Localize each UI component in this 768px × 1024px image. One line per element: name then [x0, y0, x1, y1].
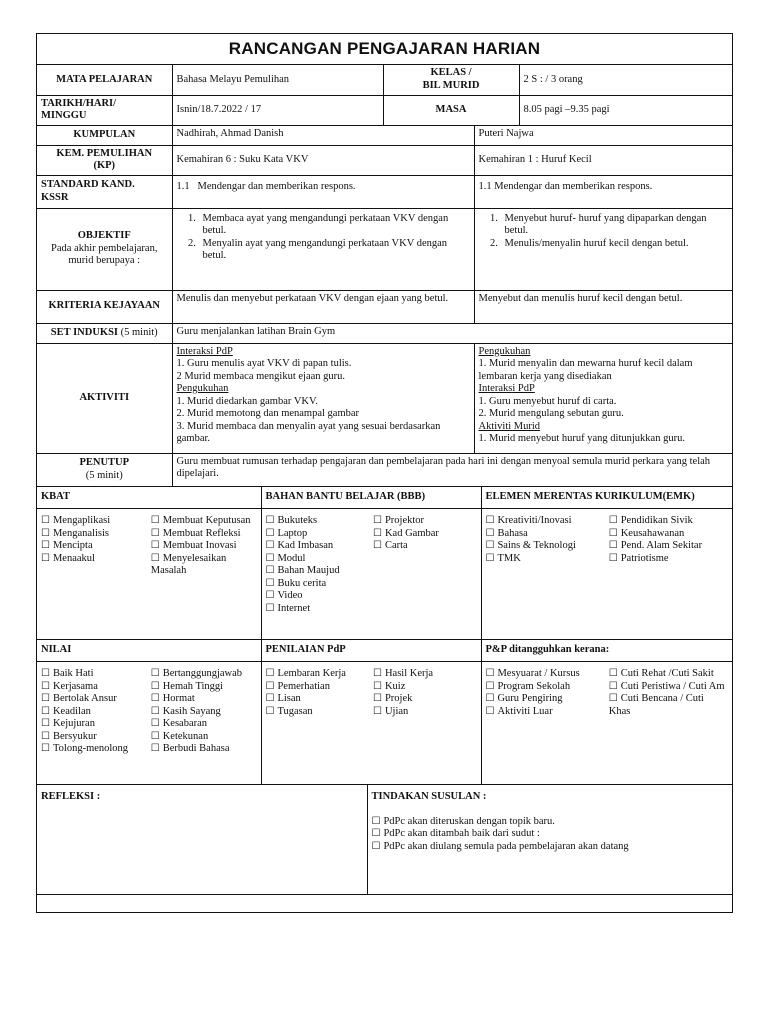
nilai-col-b	[151, 668, 257, 756]
aktiviti-line: Interaksi PdP	[478, 383, 535, 394]
checkbox-label: Modul	[277, 552, 306, 564]
checkbox-label: Membuat Inovasi	[162, 540, 237, 551]
checkbox-option	[486, 540, 605, 553]
checkbox-label: Program Sekolah	[497, 680, 571, 692]
checkbox-label: Internet	[277, 602, 311, 614]
checkbox-option	[372, 828, 729, 841]
checkbox-option	[266, 515, 370, 528]
page-title: RANCANGAN PENGAJARAN HARIAN	[37, 34, 732, 65]
checkbox-icon[interactable]: ☐	[150, 718, 160, 729]
aktiviti-line: Pengukuhan	[176, 383, 229, 394]
ditangguhkan-col-b	[609, 668, 728, 718]
checkbox-label: Bahan Maujud	[277, 565, 340, 576]
kem-col2: Kemahiran 1 : Huruf Kecil	[474, 145, 732, 175]
checkbox-icon[interactable]: ☐	[608, 552, 618, 564]
checkbox-icon[interactable]: ☐	[265, 602, 275, 614]
checkbox-option	[373, 693, 477, 706]
checkbox-option	[372, 841, 729, 854]
aktiviti-label: AKTIVITI	[37, 343, 172, 453]
checkbox-option	[41, 668, 147, 681]
tindakan-list	[372, 816, 729, 854]
checkbox-option	[373, 706, 477, 719]
checkbox-option	[609, 668, 728, 681]
checkbox-label: PdPc akan diulang semula pada pembelajaran akan datang	[383, 840, 629, 852]
ditangguhkan-col-a	[486, 668, 605, 718]
checkbox-label: Cuti Peristiwa / Cuti Am	[620, 680, 725, 692]
emk-options	[481, 509, 732, 640]
checkbox-label: Kerjasama	[52, 680, 98, 692]
checkbox-icon[interactable]: ☐	[265, 668, 275, 679]
checkbox-icon[interactable]: ☐	[41, 527, 50, 539]
checkbox-option	[266, 706, 370, 719]
objektif-item: 1. Membaca ayat yang mengandungi perkataan VKV dengan betul.	[199, 213, 470, 238]
checkbox-option	[609, 693, 728, 718]
objektif-item: 2. Menyalin ayat yang mengandungi perkataan VKV dengan betul.	[199, 238, 470, 263]
checkbox-icon[interactable]: ☐	[41, 540, 50, 551]
checkbox-option	[372, 816, 729, 829]
checkbox-label: Kad Imbasan	[277, 540, 334, 551]
set-induksi-label: SET INDUKSI (5 minit)	[37, 323, 172, 343]
aktiviti-line: Pengukuhan	[478, 345, 531, 357]
checkbox-label: Tolong-menolong	[52, 743, 129, 754]
checkbox-option	[151, 693, 257, 706]
aktiviti-line: 1. Guru menyebut huruf di carta.	[478, 395, 617, 407]
penutup-label: PENUTUP (5 minit)	[37, 453, 172, 486]
checkbox-label: Bahasa	[497, 527, 528, 539]
refleksi-table	[37, 785, 732, 895]
checkbox-label: Baik Hati	[52, 668, 94, 679]
kumpulan-col2: Puteri Najwa	[474, 125, 732, 145]
tarikh-value: Isnin/18.7.2022 / 17	[172, 95, 383, 125]
checkbox-option	[151, 528, 257, 541]
emk-col-a	[486, 515, 605, 565]
checkbox-icon[interactable]: ☐	[41, 693, 50, 704]
emk-header: ELEMEN MERENTAS KURIKULUM(EMK)	[481, 487, 732, 509]
checkbox-label: Menganalisis	[52, 527, 109, 539]
checkbox-icon[interactable]: ☐	[265, 552, 275, 564]
checkbox-icon[interactable]: ☐	[150, 515, 160, 526]
checkbox-icon[interactable]: ☐	[150, 552, 160, 564]
checkbox-label: Kreativiti/Inovasi	[497, 515, 572, 526]
checkbox-option	[151, 540, 257, 553]
checkbox-option	[609, 528, 728, 541]
ditangguhkan-options	[481, 662, 732, 785]
checkbox-icon[interactable]: ☐	[373, 540, 382, 551]
checkbox-icon[interactable]: ☐	[608, 693, 618, 704]
checkbox-label: Mencipta	[52, 540, 93, 551]
checkbox-label: Membuat Keputusan	[162, 515, 251, 526]
objektif-col2	[474, 208, 732, 290]
checkbox-label: Menyelesaikan Masalah	[150, 552, 227, 576]
tindakan-label: TINDAKAN SUSULAN :	[371, 791, 487, 802]
mata-pelajaran-label: MATA PELAJARAN	[37, 65, 172, 95]
refleksi-cell	[37, 785, 367, 894]
checkbox-icon[interactable]: ☐	[150, 705, 160, 717]
checkbox-option	[41, 515, 147, 528]
checkbox-option	[609, 515, 728, 528]
checkbox-option	[41, 528, 147, 541]
checkbox-option	[486, 693, 605, 706]
checkbox-label: Membuat Refleksi	[162, 527, 241, 539]
objektif-col1	[172, 208, 474, 290]
checkbox-icon[interactable]: ☐	[150, 693, 160, 704]
checkbox-option	[151, 706, 257, 719]
tindakan-cell	[367, 785, 732, 894]
checkbox-icon[interactable]: ☐	[608, 680, 618, 692]
kbat-header: KBAT	[37, 487, 261, 509]
checkbox-label: Kuiz	[384, 680, 406, 692]
checkbox-icon[interactable]: ☐	[608, 527, 618, 539]
checkbox-icon[interactable]: ☐	[373, 693, 382, 704]
checkbox-icon[interactable]: ☐	[41, 515, 50, 526]
checkbox-label: Mesyuarat / Kursus	[497, 668, 580, 679]
checkbox-label: Cuti Bencana / Cuti Khas	[608, 693, 704, 717]
checkbox-option	[266, 693, 370, 706]
kbat-options	[37, 509, 261, 640]
checkbox-label: Bersyukur	[52, 730, 97, 742]
emk-col-b	[609, 515, 728, 565]
checkbox-label: Menaakul	[52, 552, 95, 564]
checkbox-option	[151, 668, 257, 681]
checkbox-icon[interactable]: ☐	[371, 828, 381, 839]
checkbox-label: Ujian	[384, 705, 409, 717]
checkbox-icon[interactable]: ☐	[265, 693, 275, 704]
masa-value: 8.05 pagi –9.35 pagi	[519, 95, 732, 125]
mata-pelajaran-value: Bahasa Melayu Pemulihan	[172, 65, 383, 95]
checkbox-label: Buku cerita	[277, 577, 327, 589]
checkbox-label: Keusahawanan	[620, 527, 685, 539]
checkbox-icon[interactable]: ☐	[485, 693, 495, 704]
checkbox-icon[interactable]: ☐	[265, 527, 275, 539]
checkbox-option	[373, 515, 477, 528]
checkbox-label: Guru Pengiring	[497, 693, 563, 704]
kelas-label: KELAS / BIL MURID	[383, 65, 519, 95]
checkbox-option	[151, 731, 257, 744]
objektif-label: OBJEKTIF Pada akhir pembelajaran, murid berupaya :	[37, 208, 172, 290]
checkbox-icon[interactable]: ☐	[265, 680, 275, 692]
objektif-item: 1. Menyebut huruf- huruf yang dipaparkan dengan betul.	[501, 213, 729, 238]
checkbox-option	[266, 553, 370, 566]
bbb-options	[261, 509, 481, 640]
checkbox-label: Cuti Rehat /Cuti Sakit	[620, 668, 714, 679]
checkbox-label: Lembaran Kerja	[277, 668, 346, 679]
checkbox-option	[266, 590, 370, 603]
checkbox-icon[interactable]: ☐	[485, 540, 495, 551]
kbat-col-b	[151, 515, 257, 578]
checkbox-icon[interactable]: ☐	[41, 705, 50, 717]
checkbox-option	[151, 515, 257, 528]
standard-label: STANDARD KAND. KSSR	[37, 175, 172, 208]
checkbox-icon[interactable]: ☐	[485, 527, 495, 539]
checkbox-option	[266, 668, 370, 681]
checkbox-icon[interactable]: ☐	[150, 668, 160, 679]
kriteria-col1: Menulis dan menyebut perkataan VKV dengan ejaan yang betul.	[172, 290, 474, 323]
aktiviti-line: 1. Murid menyalin dan mewarna huruf kecil dalam lembaran kerja yang disediakan	[478, 358, 693, 382]
checkbox-label: Hasil Kerja	[384, 668, 434, 679]
aktiviti-col2	[474, 343, 732, 453]
checkbox-label: Video	[277, 590, 303, 601]
checkbox-label: Sains & Teknologi	[497, 540, 576, 551]
checkbox-option	[266, 603, 370, 616]
checkbox-option	[41, 681, 147, 694]
checkbox-label: Berbudi Bahasa	[162, 743, 230, 754]
penilaian-col-b	[373, 668, 477, 718]
kbat-col-a	[41, 515, 147, 578]
checkbox-option	[41, 693, 147, 706]
checkbox-option	[151, 718, 257, 731]
aktiviti-line: 2 Murid membaca mengikut ejaan guru.	[176, 370, 346, 382]
checkbox-icon[interactable]: ☐	[41, 680, 50, 692]
checkbox-icon[interactable]: ☐	[371, 840, 381, 852]
nilai-col-a	[41, 668, 147, 756]
checkbox-icon[interactable]: ☐	[41, 730, 50, 742]
checkbox-label: Projek	[384, 693, 413, 704]
checkbox-option	[41, 718, 147, 731]
checkbox-label: Pemerhatian	[277, 680, 330, 692]
checkbox-icon[interactable]: ☐	[373, 527, 382, 539]
header-table	[37, 65, 732, 487]
checkbox-icon[interactable]: ☐	[265, 540, 275, 551]
checkbox-icon[interactable]: ☐	[150, 540, 160, 551]
checkbox-icon[interactable]: ☐	[41, 718, 50, 729]
kriteria-col2: Menyebut dan menulis huruf kecil dengan betul.	[474, 290, 732, 323]
checkbox-label: Kad Gambar	[384, 527, 439, 539]
checkbox-label: Kejujuran	[52, 718, 95, 729]
checkbox-label: Aktiviti Luar	[497, 705, 553, 717]
checkbox-option	[41, 540, 147, 553]
checkbox-icon[interactable]: ☐	[485, 552, 495, 564]
checkbox-icon[interactable]: ☐	[41, 552, 50, 564]
penilaian-col-a	[266, 668, 370, 718]
checkbox-icon[interactable]: ☐	[608, 540, 618, 551]
checkbox-option	[609, 540, 728, 553]
nilai-options	[37, 662, 261, 785]
checkbox-option	[151, 553, 257, 578]
checkbox-icon[interactable]: ☐	[265, 577, 275, 589]
set-induksi-value: Guru menjalankan latihan Brain Gym	[172, 323, 732, 343]
checkbox-icon[interactable]: ☐	[485, 668, 495, 679]
checkbox-label: Keadilan	[52, 705, 91, 717]
checkbox-icon[interactable]: ☐	[485, 680, 495, 692]
checkbox-option	[151, 743, 257, 756]
kriteria-label: KRITERIA KEJAYAAN	[37, 290, 172, 323]
standard-col1: 1.1 Mendengar dan memberikan respons.	[172, 175, 474, 208]
checkbox-option	[486, 553, 605, 566]
aktiviti-line: Aktiviti Murid	[478, 420, 541, 432]
checkbox-option	[373, 540, 477, 553]
checkbox-option	[151, 681, 257, 694]
checkbox-option	[373, 681, 477, 694]
checkbox-option	[266, 578, 370, 591]
checkbox-icon[interactable]: ☐	[371, 815, 381, 827]
checkbox-option	[609, 553, 728, 566]
checkbox-option	[266, 528, 370, 541]
checkbox-option	[41, 731, 147, 744]
checkbox-label: Mengaplikasi	[52, 515, 111, 526]
checkbox-label: Pend. Alam Sekitar	[620, 540, 703, 551]
checkbox-icon[interactable]: ☐	[150, 680, 160, 692]
checkbox-option	[41, 553, 147, 566]
checkbox-label: Carta	[384, 540, 408, 551]
checkbox-label: Kesabaran	[162, 718, 208, 729]
checkbox-option	[266, 540, 370, 553]
kelas-value: 2 S : / 3 orang	[519, 65, 732, 95]
checkbox-label: Hormat	[162, 693, 195, 704]
elements-table	[37, 487, 732, 786]
checkbox-label: Hemah Tinggi	[162, 680, 224, 692]
refleksi-label: REFLEKSI :	[41, 791, 101, 802]
kem-label: KEM. PEMULIHAN (KP)	[37, 145, 172, 175]
aktiviti-line: 1. Murid diedarkan gambar VKV.	[176, 395, 318, 407]
checkbox-option	[41, 743, 147, 756]
checkbox-label: Bukuteks	[277, 515, 318, 526]
checkbox-icon[interactable]: ☐	[608, 515, 618, 526]
checkbox-icon[interactable]: ☐	[265, 705, 275, 717]
penilaian-header: PENILAIAN PdP	[261, 640, 481, 662]
checkbox-icon[interactable]: ☐	[41, 743, 50, 754]
penilaian-options	[261, 662, 481, 785]
checkbox-icon[interactable]: ☐	[485, 705, 495, 717]
checkbox-icon[interactable]: ☐	[608, 668, 618, 679]
aktiviti-line: Interaksi PdP	[176, 345, 233, 357]
checkbox-option	[373, 668, 477, 681]
checkbox-option	[486, 706, 605, 719]
standard-col2: 1.1 Mendengar dan memberikan respons.	[474, 175, 732, 208]
checkbox-label: Kasih Sayang	[162, 705, 221, 717]
checkbox-icon[interactable]: ☐	[150, 743, 160, 754]
aktiviti-line: 3. Murid membaca dan menyalin ayat yang sesuai berdasarkan gambar.	[176, 420, 441, 444]
nilai-header: NILAI	[37, 640, 261, 662]
checkbox-label: Pendidikan Sivik	[620, 515, 693, 526]
checkbox-label: PdPc akan diteruskan dengan topik baru.	[383, 815, 555, 827]
checkbox-option	[486, 681, 605, 694]
bbb-header: BAHAN BANTU BELAJAR (BBB)	[261, 487, 481, 509]
aktiviti-line: 2. Murid mengulang sebutan guru.	[478, 408, 624, 419]
kem-col1: Kemahiran 6 : Suku Kata VKV	[172, 145, 474, 175]
checkbox-icon[interactable]: ☐	[265, 515, 275, 526]
masa-label: MASA	[383, 95, 519, 125]
checkbox-option	[609, 681, 728, 694]
checkbox-icon[interactable]: ☐	[373, 680, 382, 692]
checkbox-icon[interactable]: ☐	[265, 565, 275, 576]
checkbox-icon[interactable]: ☐	[150, 527, 160, 539]
checkbox-icon[interactable]: ☐	[150, 730, 160, 742]
checkbox-label: Bertanggungjawab	[162, 668, 243, 679]
checkbox-option	[486, 515, 605, 528]
bbb-col-a	[266, 515, 370, 615]
kumpulan-label: KUMPULAN	[37, 125, 172, 145]
objektif-item: 2. Menulis/menyalin huruf kecil dengan betul.	[501, 238, 729, 251]
bbb-col-b	[373, 515, 477, 615]
checkbox-icon[interactable]: ☐	[373, 515, 382, 526]
penutup-value: Guru membuat rumusan terhadap pengajaran dan pembelajaran pada hari ini dengan menyoal semula murid perkara yang telah dipelajari.	[172, 453, 732, 486]
lesson-plan-form	[36, 33, 733, 913]
kumpulan-col1: Nadhirah, Ahmad Danish	[172, 125, 474, 145]
checkbox-label: PdPc akan ditambah baik dari sudut :	[383, 828, 540, 839]
checkbox-label: Projektor	[384, 515, 425, 526]
checkbox-icon[interactable]: ☐	[41, 668, 50, 679]
checkbox-label: Laptop	[277, 527, 308, 539]
checkbox-icon[interactable]: ☐	[265, 590, 275, 601]
checkbox-label: Tugasan	[277, 705, 313, 717]
checkbox-option	[486, 668, 605, 681]
checkbox-label: Bertolak Ansur	[52, 693, 117, 704]
checkbox-option	[373, 528, 477, 541]
checkbox-option	[266, 565, 370, 578]
checkbox-icon[interactable]: ☐	[485, 515, 495, 526]
checkbox-label: Ketekunan	[162, 730, 209, 742]
aktiviti-line: 1. Guru menulis ayat VKV di papan tulis.	[176, 358, 352, 369]
checkbox-option	[486, 528, 605, 541]
aktiviti-line: 1. Murid menyebut huruf yang ditunjukkan guru.	[478, 433, 685, 444]
checkbox-label: TMK	[497, 552, 521, 564]
tarikh-label: TARIKH/HARI/ MINGGU	[37, 95, 172, 125]
checkbox-icon[interactable]: ☐	[373, 668, 382, 679]
ditangguhkan-header: P&P ditangguhkan kerana:	[481, 640, 732, 662]
aktiviti-col1	[172, 343, 474, 453]
aktiviti-line: 2. Murid memotong dan menampal gambar	[176, 408, 360, 419]
checkbox-option	[41, 706, 147, 719]
checkbox-label: Patriotisme	[620, 552, 669, 564]
checkbox-label: Lisan	[277, 693, 301, 704]
checkbox-icon[interactable]: ☐	[373, 705, 382, 717]
checkbox-option	[266, 681, 370, 694]
